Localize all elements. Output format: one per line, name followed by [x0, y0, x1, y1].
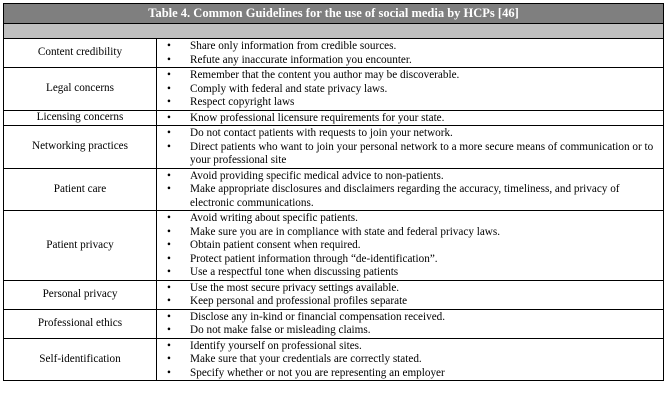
guideline-list — [157, 339, 663, 381]
guidelines-grid — [4, 38, 663, 380]
row-guidelines — [157, 168, 664, 211]
row-guidelines — [157, 211, 664, 281]
guideline-item: • Keep personal and professional profiles separate — [157, 295, 659, 309]
table-row — [4, 39, 663, 68]
guideline-list — [157, 211, 663, 280]
row-category: Self-identification — [4, 338, 157, 380]
guideline-item: • Make appropriate disclosures and disclaimers regarding the accuracy, timeliness, and privacy of electronic communications. — [157, 183, 659, 210]
guideline-item: • Specify whether or not you are representing an employer — [157, 367, 659, 381]
row-category: Licensing concerns — [4, 110, 157, 126]
table-title: Table 4. Common Guidelines for the use of social media by HCPs [46] — [4, 4, 663, 23]
guideline-item: • Comply with federal and state privacy laws. — [157, 83, 659, 97]
guideline-item: • Refute any inaccurate information you encounter. — [157, 54, 659, 68]
guideline-item: • Make sure that your credentials are correctly stated. — [157, 353, 659, 367]
guideline-item: • Remember that the content you author may be discoverable. — [157, 69, 659, 83]
guideline-item: • Obtain patient consent when required. — [157, 239, 659, 253]
row-category: Professional ethics — [4, 309, 157, 338]
guideline-list — [157, 39, 663, 67]
row-guidelines — [157, 338, 664, 380]
table-row — [4, 126, 663, 169]
table-header-band — [4, 23, 663, 38]
guideline-list — [157, 310, 663, 338]
table-row — [4, 110, 663, 126]
guideline-item: • Disclose any in-kind or financial compensation received. — [157, 311, 659, 325]
guideline-item: • Share only information from credible sources. — [157, 40, 659, 54]
guideline-item: • Use a respectful tone when discussing patients — [157, 266, 659, 280]
table-row — [4, 280, 663, 309]
row-category: Content credibility — [4, 39, 157, 68]
guideline-list — [157, 68, 663, 110]
guideline-list — [157, 126, 663, 168]
guideline-item: • Identify yourself on professional sites. — [157, 340, 659, 354]
guideline-item: • Use the most secure privacy settings available. — [157, 282, 659, 296]
guideline-item: • Make sure you are in compliance with state and federal privacy laws. — [157, 226, 659, 240]
guideline-item: • Do not make false or misleading claims. — [157, 324, 659, 338]
row-guidelines — [157, 309, 664, 338]
table-row — [4, 211, 663, 281]
row-guidelines — [157, 39, 664, 68]
guideline-list — [157, 281, 663, 309]
guideline-item: • Avoid writing about specific patients. — [157, 212, 659, 226]
guideline-item: • Do not contact patients with requests to join your network. — [157, 127, 659, 141]
row-guidelines — [157, 110, 664, 126]
row-category: Legal concerns — [4, 68, 157, 111]
row-guidelines — [157, 68, 664, 111]
guideline-item: • Respect copyright laws — [157, 96, 659, 110]
guideline-item: • Direct patients who want to join your personal network to a more secure means of communication or to your professional site — [157, 141, 659, 168]
guidelines-table — [3, 3, 664, 381]
row-category: Patient care — [4, 168, 157, 211]
row-category: Personal privacy — [4, 280, 157, 309]
guideline-list — [157, 111, 663, 126]
guideline-item: • Know professional licensure requirements for your state. — [157, 112, 659, 126]
row-category: Patient privacy — [4, 211, 157, 281]
guideline-list — [157, 169, 663, 211]
table-row — [4, 309, 663, 338]
row-category: Networking practices — [4, 126, 157, 169]
row-guidelines — [157, 280, 664, 309]
table-row — [4, 68, 663, 111]
row-guidelines — [157, 126, 664, 169]
table-row — [4, 168, 663, 211]
guideline-item: • Protect patient information through “de-identification”. — [157, 253, 659, 267]
table-row — [4, 338, 663, 380]
guideline-item: • Avoid providing specific medical advice to non-patients. — [157, 170, 659, 184]
